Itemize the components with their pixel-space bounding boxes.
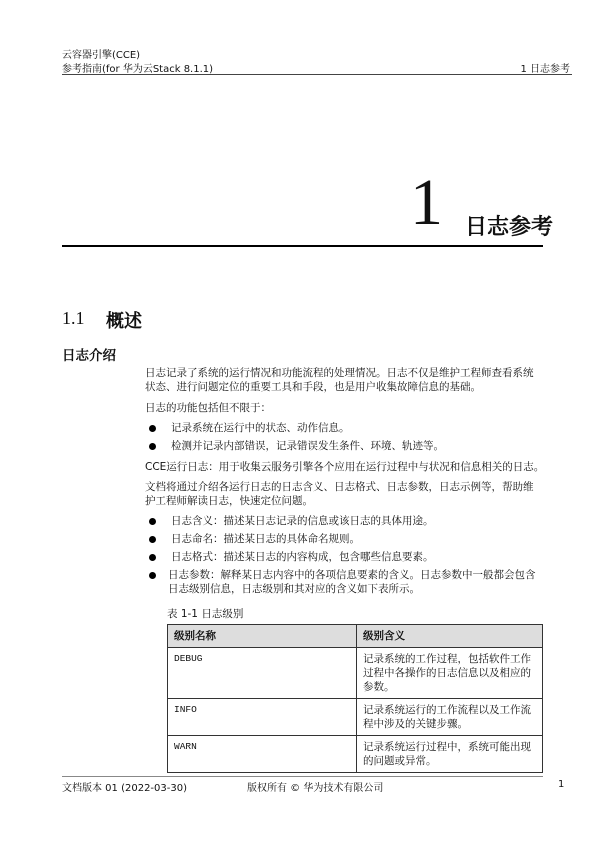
header-chapter-ref: 1 日志参考 <box>520 64 570 75</box>
paragraph: 日志记录了系统的运行情况和功能流程的处理情况。日志不仅是维护工程师查看系统状态、进行问题定位的重要工具和手段，也是用户收集故障信息的基础。 <box>145 367 534 393</box>
page-number: 1 <box>558 779 565 790</box>
header-rule <box>62 74 572 75</box>
header-product: 云容器引擎(CCE) <box>62 50 141 61</box>
column-header: 级别名称 <box>168 625 357 648</box>
paragraph: 日志的功能包括但不限于： <box>145 402 271 414</box>
column-header: 级别含义 <box>357 625 543 648</box>
list-item: 日志含义：描述某日志记录的信息或该日志的具体用途。 <box>171 515 434 527</box>
level-name: INFO <box>168 699 357 736</box>
list-item: 检测并记录内部错误，记录错误发生条件、环境、轨迹等。 <box>171 440 444 452</box>
chapter-rule <box>62 245 543 247</box>
section-title: 概述 <box>106 311 142 332</box>
footer-version: 文档版本 01 (2022-03-30) <box>62 783 187 794</box>
bullet-icon <box>149 572 156 579</box>
level-meaning: 记录系统运行的工作流程以及工作流程中涉及的关键步骤。 <box>357 699 543 736</box>
level-name: DEBUG <box>168 648 357 699</box>
list-item: 日志格式：描述某日志的内容构成，包含哪些信息要素。 <box>171 551 434 563</box>
subsection-title: 日志介绍 <box>62 348 116 364</box>
footer-rule <box>62 776 543 777</box>
bullet-icon <box>149 536 156 543</box>
paragraph: 文档将通过介绍各运行日志的日志含义、日志格式、日志参数，日志示例等，帮助维护工程师解读日志，快速定位问题。 <box>145 481 534 507</box>
section-number: 1.1 <box>62 308 85 328</box>
bullet-icon <box>149 425 156 432</box>
bullet-icon <box>149 518 156 525</box>
chapter-title: 日志参考 <box>465 215 554 240</box>
list-item: 日志命名：描述某日志的具体命名规则。 <box>171 533 360 545</box>
table-row <box>168 648 543 699</box>
bullet-icon <box>149 443 156 450</box>
level-meaning: 记录系统的工作过程，包括软件工作过程中各操作的日志信息以及相应的参数。 <box>357 648 543 699</box>
chapter-number: 1 <box>410 166 443 239</box>
log-level-table <box>167 624 543 773</box>
list-item: 记录系统在运行中的状态、动作信息。 <box>171 422 350 434</box>
table-row <box>168 699 543 736</box>
footer-copyright: 版权所有 © 华为技术有限公司 <box>247 783 384 794</box>
paragraph: CCE运行日志：用于收集云服务引擎各个应用在运行过程中与状况和信息相关的日志。 <box>145 461 545 473</box>
level-name: WARN <box>168 736 357 773</box>
table-caption: 表 1-1 日志级别 <box>167 608 244 620</box>
level-meaning: 记录系统运行过程中，系统可能出现的问题或异常。 <box>357 736 543 773</box>
table-row <box>168 736 543 773</box>
header-guide: 参考指南(for 华为云Stack 8.1.1) <box>62 64 214 75</box>
table-header-row <box>168 625 543 648</box>
bullet-icon <box>149 554 156 561</box>
list-item: 日志参数：解释某日志内容中的各项信息要素的含义。日志参数中一般都会包含日志级别信息，日志级别和其对应的含义如下表所示。 <box>168 569 536 595</box>
